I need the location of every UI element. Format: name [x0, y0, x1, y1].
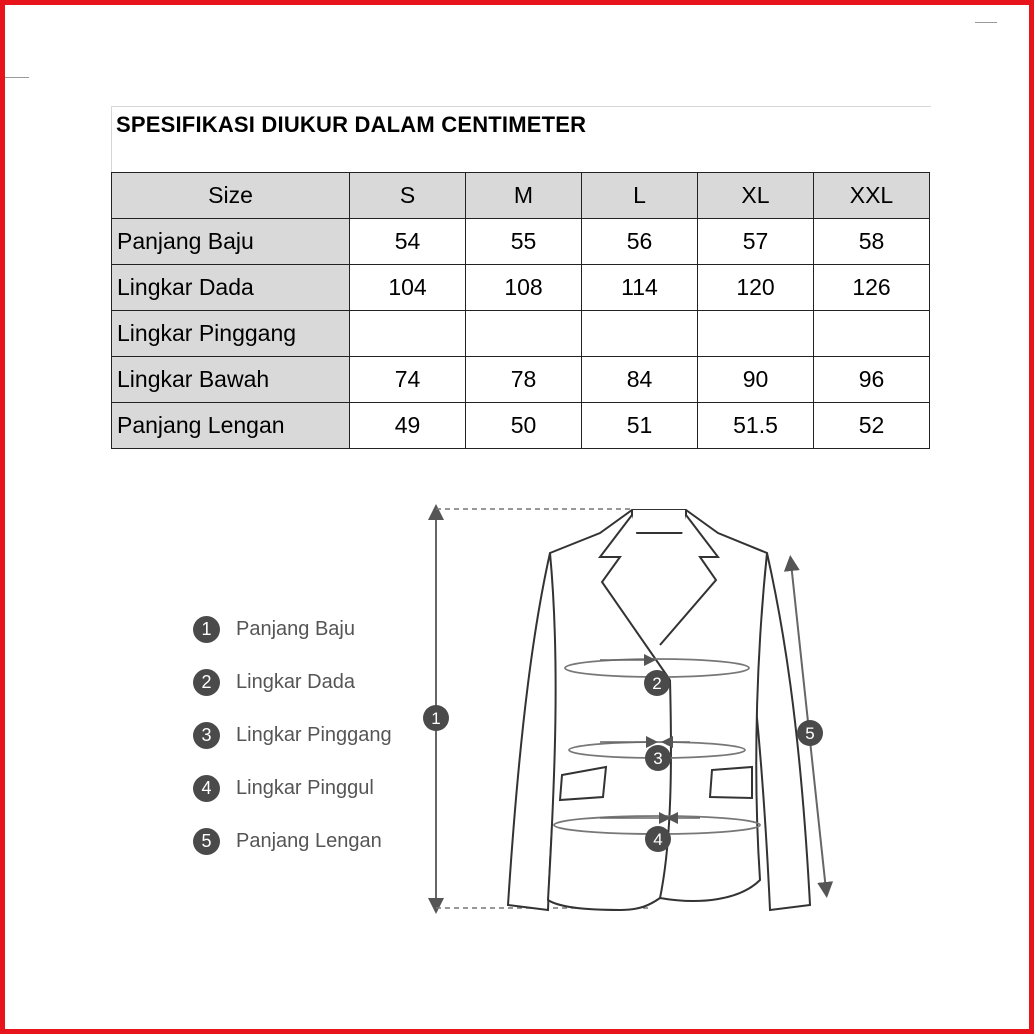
- table-cell: 56: [582, 219, 698, 265]
- legend-item: [193, 656, 392, 709]
- marker-5: [797, 720, 823, 746]
- table-cell: 120: [698, 265, 814, 311]
- number-badge: 1: [193, 616, 220, 643]
- table-cell: 126: [814, 265, 930, 311]
- svg-text:4: 4: [653, 830, 663, 849]
- table-row: [112, 265, 930, 311]
- legend-item: [193, 815, 392, 868]
- table-cell: [698, 311, 814, 357]
- table-cell: 90: [698, 357, 814, 403]
- header-cell: S: [350, 173, 466, 219]
- legend-label: Panjang Baju: [236, 618, 355, 640]
- legend-item: [193, 603, 392, 656]
- table-row: [112, 311, 930, 357]
- measurement-legend: [193, 603, 392, 868]
- size-table: [111, 172, 930, 449]
- svg-text:2: 2: [652, 674, 662, 693]
- table-cell: 49: [350, 403, 466, 449]
- row-label: Lingkar Pinggang: [112, 311, 350, 357]
- table-cell: 55: [466, 219, 582, 265]
- header-cell: XXL: [814, 173, 930, 219]
- table-cell: 51: [582, 403, 698, 449]
- number-badge: 3: [193, 722, 220, 749]
- table-cell: 52: [814, 403, 930, 449]
- table-cell: 114: [582, 265, 698, 311]
- table-cell: [350, 311, 466, 357]
- table-cell: [466, 311, 582, 357]
- number-badge: 2: [193, 669, 220, 696]
- jacket-diagram: [420, 500, 850, 920]
- corner-line: [975, 22, 997, 23]
- table-row: [112, 357, 930, 403]
- table-cell: 108: [466, 265, 582, 311]
- marker-2: [644, 670, 670, 696]
- marker-4: [645, 826, 671, 852]
- svg-text:3: 3: [653, 749, 663, 768]
- legend-label: Panjang Lengan: [236, 830, 382, 852]
- table-cell: 78: [466, 357, 582, 403]
- row-label: Panjang Lengan: [112, 403, 350, 449]
- row-label: Lingkar Dada: [112, 265, 350, 311]
- table-row: [112, 403, 930, 449]
- table-cell: 84: [582, 357, 698, 403]
- row-label: Panjang Baju: [112, 219, 350, 265]
- marker-1: [423, 705, 449, 731]
- header-cell: L: [582, 173, 698, 219]
- corner-line: [5, 77, 29, 78]
- header-cell: Size: [112, 173, 350, 219]
- table-cell: 74: [350, 357, 466, 403]
- table-cell: 104: [350, 265, 466, 311]
- number-badge: 5: [193, 828, 220, 855]
- table-cell: 57: [698, 219, 814, 265]
- svg-text:1: 1: [431, 709, 441, 728]
- legend-label: Lingkar Pinggang: [236, 724, 392, 746]
- header-cell: XL: [698, 173, 814, 219]
- number-badge: 4: [193, 775, 220, 802]
- svg-text:5: 5: [805, 724, 815, 743]
- table-cell: 58: [814, 219, 930, 265]
- table-cell: 50: [466, 403, 582, 449]
- legend-item: [193, 762, 392, 815]
- header-cell: M: [466, 173, 582, 219]
- table-cell: [814, 311, 930, 357]
- table-cell: 96: [814, 357, 930, 403]
- legend-label: Lingkar Dada: [236, 671, 355, 693]
- table-cell: 51.5: [698, 403, 814, 449]
- table-cell: 54: [350, 219, 466, 265]
- row-label: Lingkar Bawah: [112, 357, 350, 403]
- marker-3: [645, 745, 671, 771]
- spec-title: SPESIFIKASI DIUKUR DALAM CENTIMETER: [116, 112, 587, 137]
- legend-item: [193, 709, 392, 762]
- legend-label: Lingkar Pinggul: [236, 777, 374, 799]
- table-cell: [582, 311, 698, 357]
- table-row: [112, 219, 930, 265]
- table-header-row: [112, 173, 930, 219]
